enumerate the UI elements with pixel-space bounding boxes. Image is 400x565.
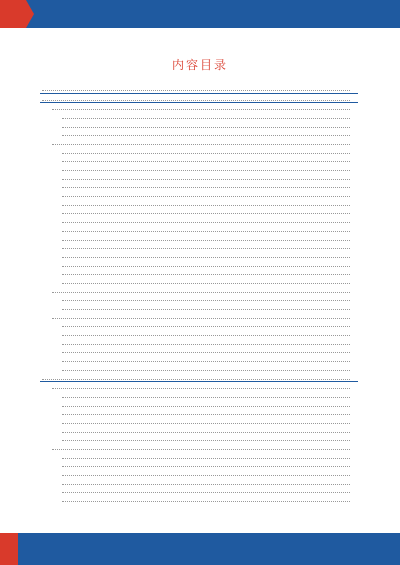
toc-entry[interactable] xyxy=(40,121,358,130)
toc-leader xyxy=(62,201,350,206)
toc-leader xyxy=(42,375,350,380)
toc-entry[interactable] xyxy=(40,347,358,356)
toc-leader xyxy=(62,270,350,275)
toc-entry[interactable] xyxy=(40,138,358,147)
toc-entry[interactable] xyxy=(40,234,358,243)
toc-leader xyxy=(62,244,350,249)
toc-leader xyxy=(52,384,350,389)
toc-leader xyxy=(62,428,350,433)
toc-entry[interactable] xyxy=(40,260,358,269)
toc-leader xyxy=(62,488,350,493)
toc-leader xyxy=(62,262,350,267)
top-banner xyxy=(0,0,400,28)
toc-leader xyxy=(62,175,350,180)
toc-entry[interactable] xyxy=(40,355,358,364)
footer-accent xyxy=(0,533,18,565)
toc-leader xyxy=(62,123,350,128)
toc-leader xyxy=(62,192,350,197)
toc-leader xyxy=(62,236,350,241)
toc-leader xyxy=(52,288,350,293)
toc-leader xyxy=(62,331,350,336)
toc-leader xyxy=(42,86,350,91)
toc-entry[interactable] xyxy=(40,84,358,94)
toc-entry[interactable] xyxy=(40,478,358,487)
toc-entry[interactable] xyxy=(40,112,358,121)
toc-entry[interactable] xyxy=(40,461,358,470)
toc-entry[interactable] xyxy=(40,435,358,444)
toc-leader xyxy=(62,471,350,476)
toc-leader xyxy=(62,218,350,223)
toc-entry[interactable] xyxy=(40,173,358,182)
toc-entry[interactable] xyxy=(40,382,358,391)
toc-leader xyxy=(62,462,350,467)
toc-entry[interactable] xyxy=(40,268,358,277)
toc-entry[interactable] xyxy=(40,295,358,304)
toc-entry[interactable] xyxy=(40,321,358,330)
toc-leader xyxy=(52,140,350,145)
toc-leader xyxy=(62,149,350,154)
toc-leader xyxy=(62,410,350,415)
toc-leader xyxy=(52,445,350,450)
toc-entry[interactable] xyxy=(40,469,358,478)
toc-entry[interactable] xyxy=(40,94,358,104)
toc-entry[interactable] xyxy=(40,147,358,156)
toc-leader xyxy=(62,340,350,345)
toc-leader xyxy=(52,314,350,319)
toc-leader xyxy=(62,480,350,485)
toc-leader xyxy=(62,253,350,258)
toc-leader xyxy=(62,402,350,407)
banner-accent xyxy=(0,0,26,28)
toc-entry[interactable] xyxy=(40,400,358,409)
toc-leader xyxy=(62,497,350,502)
toc-entry[interactable] xyxy=(40,129,358,138)
toc-leader xyxy=(62,436,350,441)
toc-entry[interactable] xyxy=(40,242,358,251)
toc-entry[interactable] xyxy=(40,190,358,199)
toc-leader xyxy=(62,419,350,424)
toc-entry[interactable] xyxy=(40,417,358,426)
toc-entry[interactable] xyxy=(40,443,358,452)
toc-leader xyxy=(62,209,350,214)
toc-leader xyxy=(62,279,350,284)
toc-leader xyxy=(62,454,350,459)
toc-entry[interactable] xyxy=(40,426,358,435)
toc-entry[interactable] xyxy=(40,164,358,173)
toc-leader xyxy=(62,366,350,371)
toc-leader xyxy=(62,131,350,136)
toc-leader xyxy=(62,166,350,171)
toc-entry[interactable] xyxy=(40,286,358,295)
toc-entry[interactable] xyxy=(40,199,358,208)
toc-entry[interactable] xyxy=(40,216,358,225)
toc-leader xyxy=(62,393,350,398)
toc-entry[interactable] xyxy=(40,391,358,400)
toc-entry[interactable] xyxy=(40,277,358,286)
toc-entry[interactable] xyxy=(40,338,358,347)
toc-leader xyxy=(62,114,350,119)
toc-leader xyxy=(62,183,350,188)
toc-entry[interactable] xyxy=(40,303,358,312)
toc-entry[interactable] xyxy=(40,312,358,321)
toc-entry[interactable] xyxy=(40,329,358,338)
toc-leader xyxy=(62,348,350,353)
toc-leader xyxy=(62,305,350,310)
toc-entry[interactable] xyxy=(40,225,358,234)
toc-entry[interactable] xyxy=(40,487,358,496)
toc-leader xyxy=(62,357,350,362)
toc-heading: 内容目录 xyxy=(171,58,228,72)
toc-entry[interactable] xyxy=(40,182,358,191)
toc-entry[interactable] xyxy=(40,208,358,217)
toc-entry[interactable] xyxy=(40,251,358,260)
toc-leader xyxy=(62,227,350,232)
toc-leader xyxy=(42,96,350,101)
toc-leader xyxy=(62,296,350,301)
toc-entry[interactable] xyxy=(40,103,358,112)
toc-leader xyxy=(62,157,350,162)
toc-entry[interactable] xyxy=(40,452,358,461)
toc-entry[interactable] xyxy=(40,408,358,417)
toc-entry[interactable] xyxy=(40,495,358,504)
toc-entry[interactable] xyxy=(40,373,358,383)
toc-leader xyxy=(62,322,350,327)
table-of-contents xyxy=(40,84,358,524)
toc-entry[interactable] xyxy=(40,156,358,165)
footer-banner xyxy=(0,533,400,565)
toc-entry[interactable] xyxy=(40,364,358,373)
toc-leader xyxy=(52,105,350,110)
